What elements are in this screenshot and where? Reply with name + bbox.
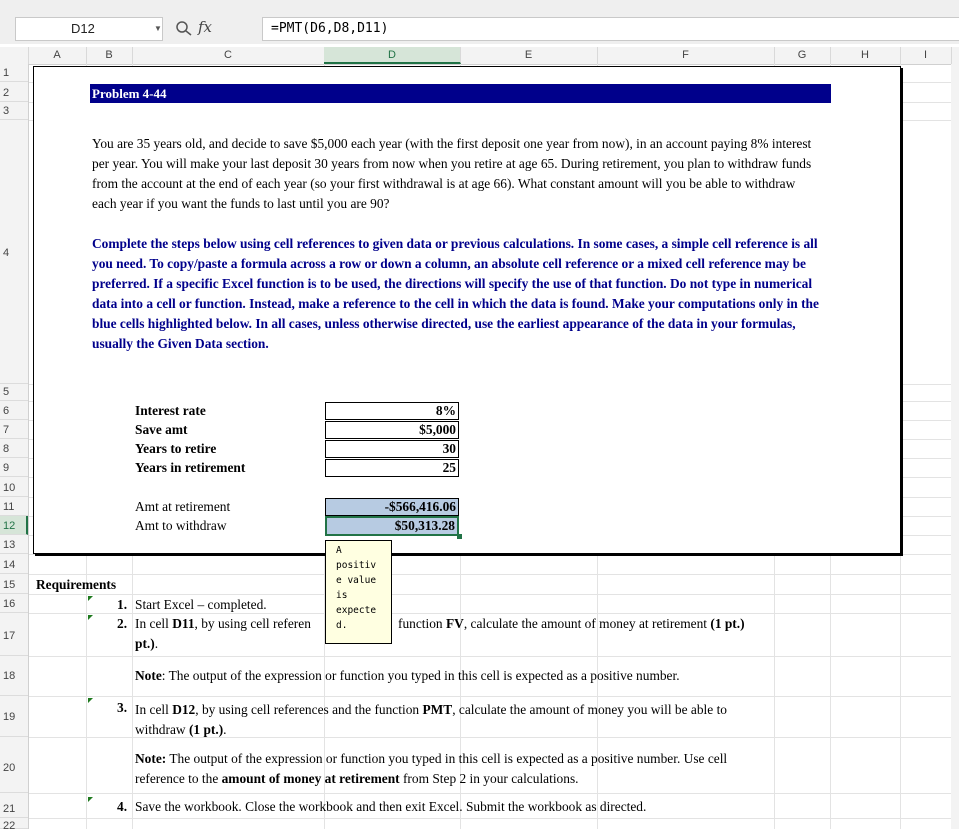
column-header[interactable]: A	[28, 47, 87, 64]
formula-input[interactable]	[262, 17, 959, 41]
step-3: In cell D12, by using cell references and the function PMT, calculate the amount of money you will be able to withdraw (1 pt.).	[135, 702, 727, 737]
column-header[interactable]: C	[132, 47, 325, 64]
label-save-amt: Save amt	[135, 422, 188, 437]
problem-title: Problem 4-44	[92, 86, 167, 101]
vertical-scrollbar[interactable]	[951, 64, 959, 829]
row-header[interactable]: 20	[0, 737, 28, 793]
row-header[interactable]: 2	[0, 82, 28, 102]
step-number: 4.	[117, 799, 128, 814]
requirements-heading: Requirements	[36, 577, 117, 592]
select-all-corner[interactable]	[0, 47, 29, 64]
row-header[interactable]: 21	[0, 793, 28, 818]
input-message-tooltip: A positiv e value is expecte d.	[325, 540, 392, 644]
row-header[interactable]: 18	[0, 656, 28, 696]
row-header[interactable]: 6	[0, 401, 28, 420]
row-header[interactable]: 4	[0, 120, 28, 384]
row-header[interactable]: 10	[0, 477, 28, 497]
formula-text: =PMT(D6,D8,D11)	[271, 21, 389, 36]
column-header[interactable]: H	[830, 47, 901, 64]
row-header[interactable]: 5	[0, 384, 28, 401]
row-header[interactable]: 22	[0, 818, 28, 829]
chevron-down-icon[interactable]: ▼	[154, 24, 162, 33]
row-header[interactable]: 15	[0, 574, 28, 594]
column-header-selected[interactable]: D	[324, 47, 461, 64]
label-years-in-retirement: Years in retirement	[135, 460, 246, 475]
label-amt-at-retirement: Amt at retirement	[135, 499, 231, 514]
column-header[interactable]: B	[86, 47, 133, 64]
label-interest-rate: Interest rate	[135, 403, 206, 418]
row-header[interactable]: 13	[0, 535, 28, 554]
cell-d6[interactable]: 8%	[325, 402, 459, 420]
row-header[interactable]: 17	[0, 613, 28, 656]
fx-area	[165, 17, 260, 39]
cell-d8[interactable]: 30	[325, 440, 459, 458]
row-header-selected[interactable]: 12	[0, 516, 28, 535]
problem-instructions: Complete the steps below using cell references to given data or previous calculations. In some cases, a simple cell reference is all you need. To copy/paste a formula across a row or down a column, an absolute cell reference or a mixed cell reference may be preferred. If a specific Excel function is to be used, the directions will specify the use of that function. Do not type in numerical data into a cell or function. Instead, make a reference to the cell in which the data is found. Make your computations only in the blue cells highlighted below. In all cases, unless otherwise directed, use the earliest appearance of the data in your formulas, usually the Given Data section.	[92, 236, 819, 351]
step-2-end: function FV, calculate the amount of money at retirement (1 pt.)	[398, 616, 745, 631]
step-2-wrap: pt.).	[135, 636, 159, 651]
error-indicator-icon[interactable]	[88, 797, 93, 802]
fill-handle[interactable]	[457, 534, 462, 539]
row-header[interactable]: 7	[0, 420, 28, 439]
note-1: Note: The output of the expression or function you typed in this cell is expected as a positive number.	[135, 668, 680, 683]
search-function-icon[interactable]	[175, 20, 193, 36]
row-headers	[0, 64, 29, 832]
problem-description: You are 35 years old, and decide to save $5,000 each year (with the first deposit one year from now), in an account paying 8% interest per year. You will make your last deposit 30 years from now when you retire at age 65. During retirement, you plan to withdraw funds from the account at the end of each year (so your first withdrawal is at age 66). What constant amount will you be able to withdraw each year if you want the funds to last until you are 90?	[92, 136, 812, 211]
column-header[interactable]: E	[460, 47, 598, 64]
cell-d9[interactable]: 25	[325, 459, 459, 477]
problem-title-bar	[90, 84, 831, 103]
column-header[interactable]: G	[774, 47, 831, 64]
label-amt-to-withdraw: Amt to withdraw	[135, 518, 227, 533]
step-number: 2.	[117, 616, 128, 631]
cell-d12-selected[interactable]: $50,313.28	[325, 516, 459, 536]
step-2-start: In cell D11, by using cell referen	[135, 616, 311, 631]
error-indicator-icon[interactable]	[88, 698, 93, 703]
fx-label[interactable]: fx	[198, 18, 213, 36]
cell-d11[interactable]: -$566,416.06	[325, 498, 459, 516]
cell-d7[interactable]: $5,000	[325, 421, 459, 439]
label-years-to-retire: Years to retire	[135, 441, 217, 456]
row-header[interactable]: 19	[0, 696, 28, 737]
column-headers	[0, 47, 959, 65]
error-indicator-icon[interactable]	[88, 615, 93, 620]
step-1: Start Excel – completed.	[135, 597, 267, 612]
row-header[interactable]: 11	[0, 497, 28, 516]
error-indicator-icon[interactable]	[88, 596, 93, 601]
row-header[interactable]: 1	[0, 64, 28, 82]
name-box-value: D12	[71, 21, 95, 36]
name-box[interactable]	[15, 17, 163, 41]
row-header[interactable]: 16	[0, 594, 28, 613]
column-header[interactable]: F	[597, 47, 775, 64]
row-header[interactable]: 3	[0, 102, 28, 120]
column-header[interactable]: I	[900, 47, 952, 64]
row-header[interactable]: 9	[0, 458, 28, 477]
note-2: Note: The output of the expression or function you typed in this cell is expected as a positive number. Use cell reference to the amount of money at retirement from Step 2 in your calculations.	[135, 751, 728, 786]
step-4: Save the workbook. Close the workbook and then exit Excel. Submit the workbook as directed.	[135, 799, 647, 814]
step-number: 3.	[117, 700, 128, 715]
row-header[interactable]: 14	[0, 554, 28, 574]
row-header[interactable]: 8	[0, 439, 28, 458]
step-number: 1.	[117, 597, 128, 612]
